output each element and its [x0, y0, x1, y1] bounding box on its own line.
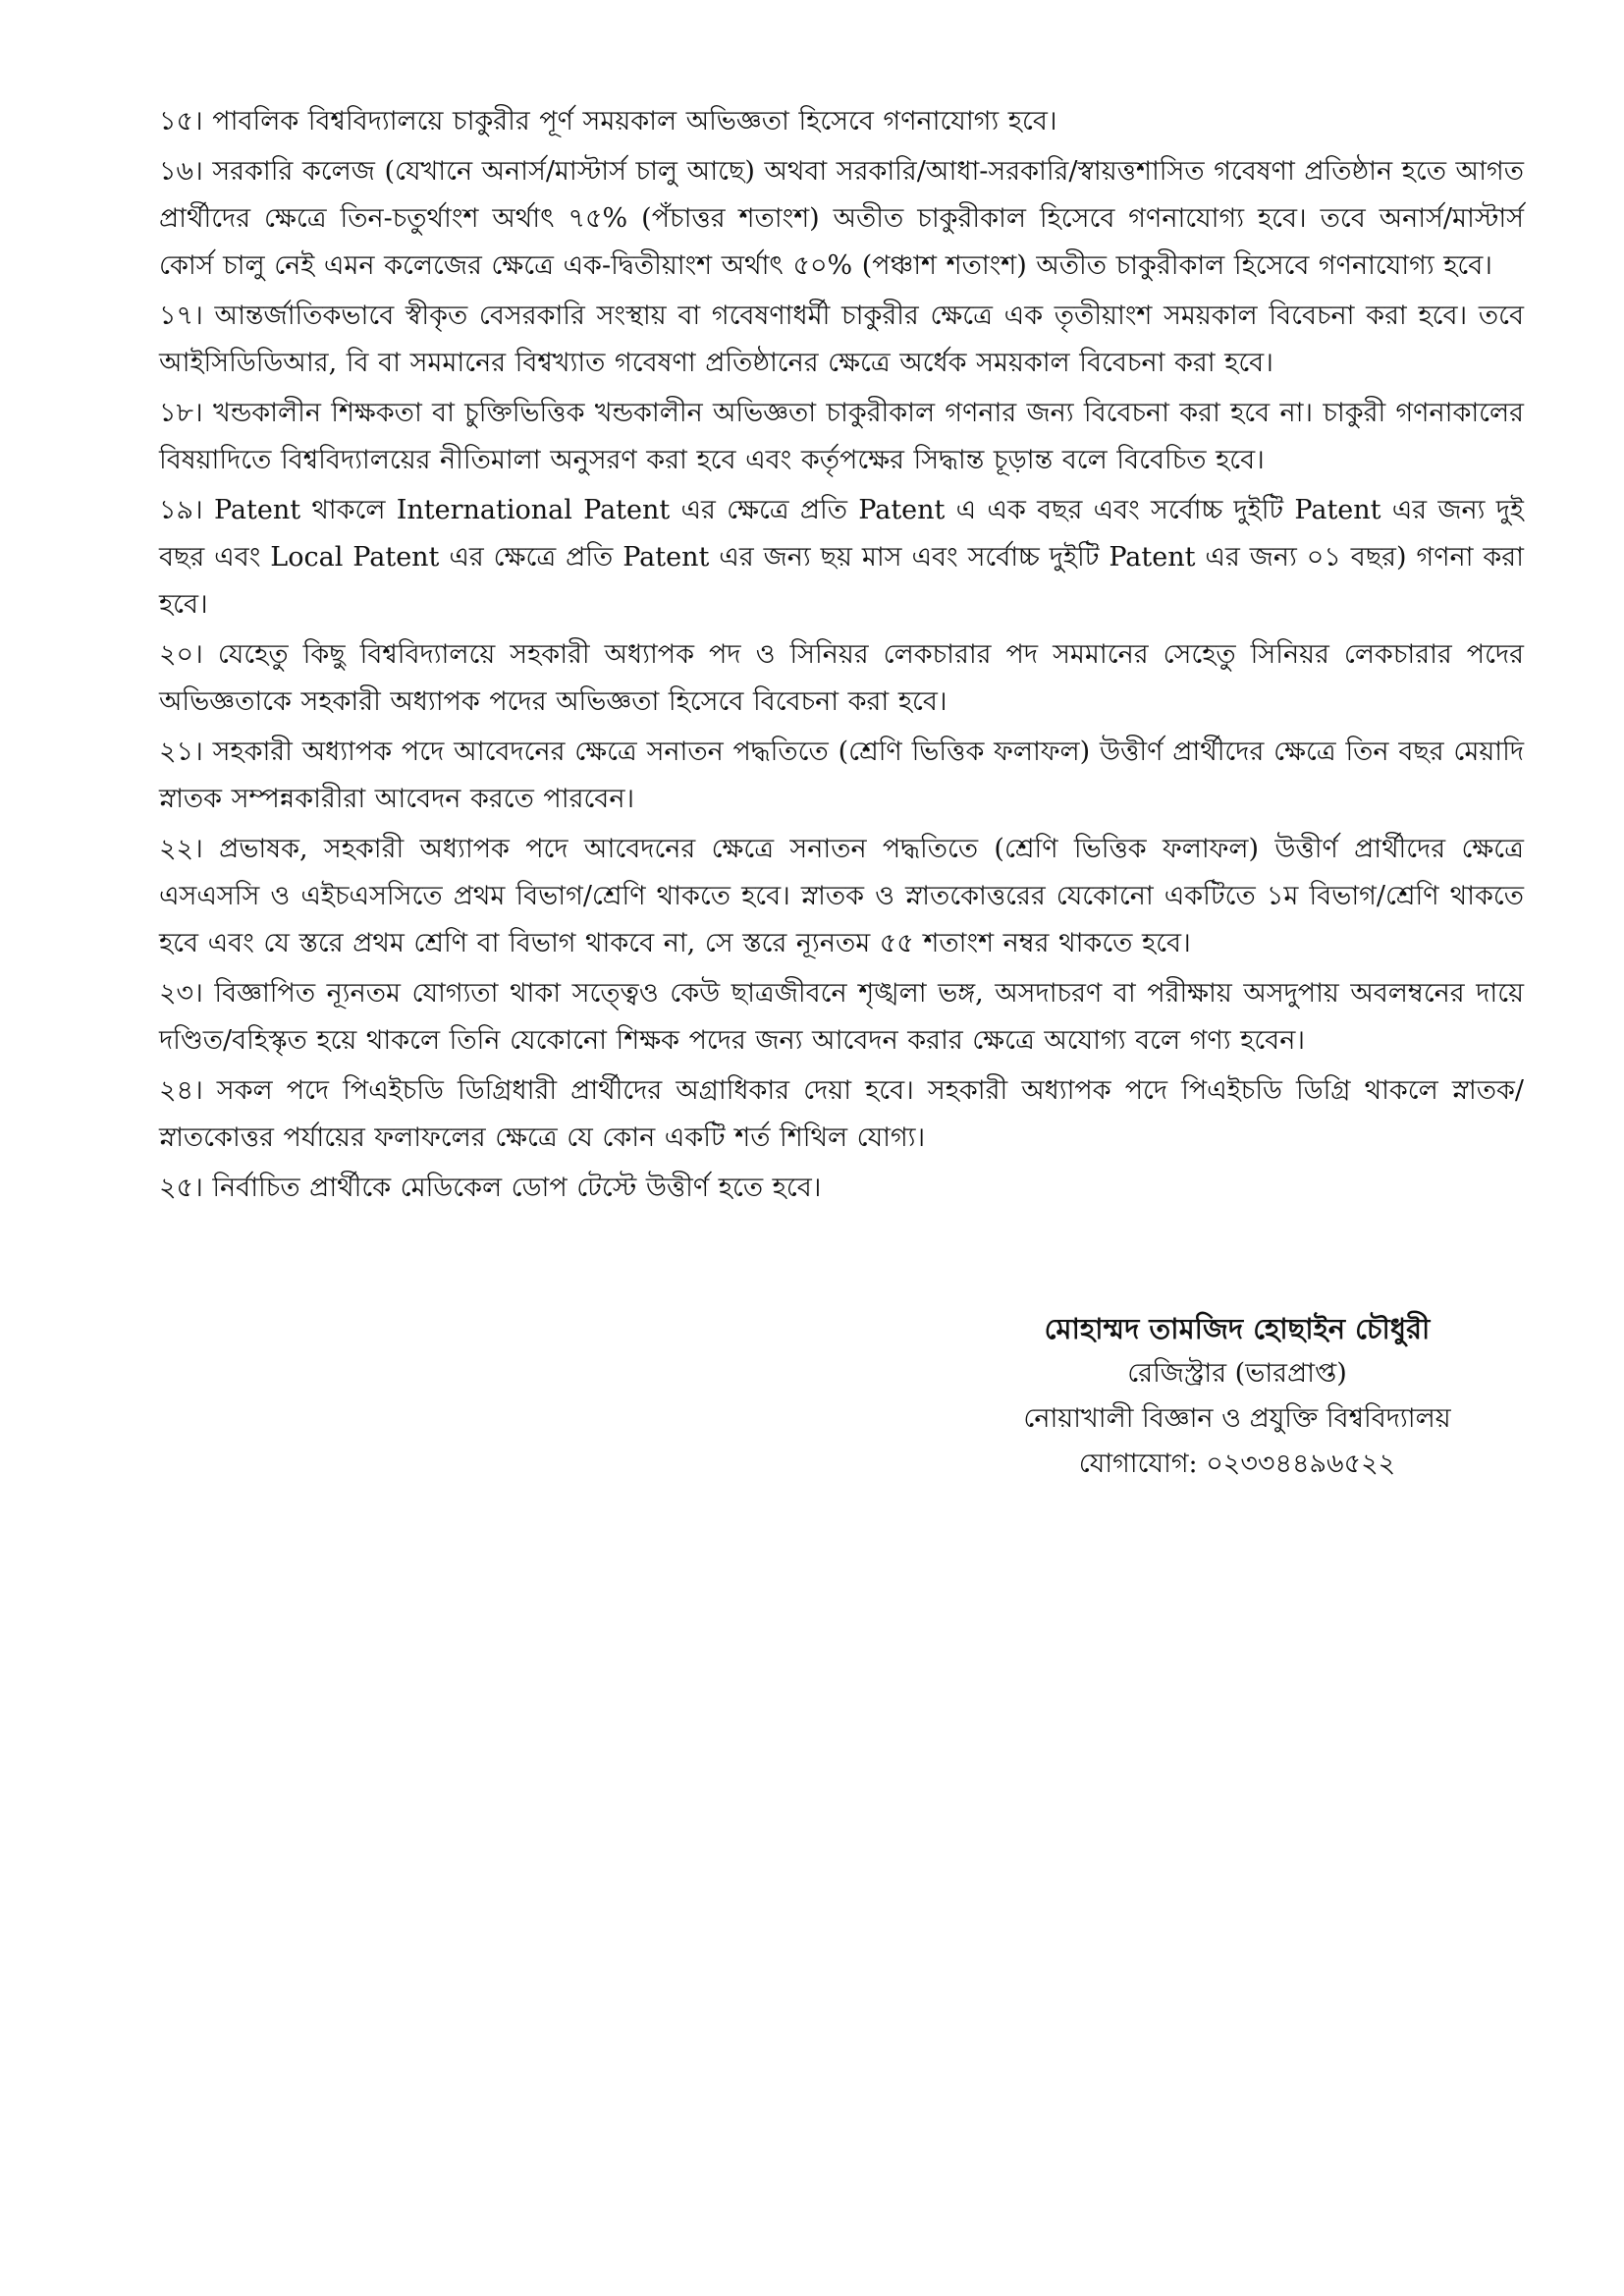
clause-text: পাবলিক বিশ্ববিদ্যালয়ে চাকুরীর পূর্ণ সময়কাল অভিজ্ঞতা হিসেবে গণনাযোগ্য হবে।	[212, 106, 1057, 137]
clause-number: ২৪।	[159, 1075, 203, 1106]
clause-text: যেহেতু কিছু বিশ্ববিদ্যালয়ে সহকারী অধ্যাপক পদ ও সিনিয়র লেকচারার পদ সমমানের সেহেতু সিনিয়র লেকচারার পদের অভিজ্ঞতাকে সহকারী অধ্যাপক পদের অভিজ্ঞতা হিসেবে বিবেচনা করা হবে।	[159, 639, 1524, 717]
clause-number: ২৫।	[159, 1173, 203, 1203]
signature-block	[972, 1306, 1502, 1487]
clause-22	[159, 826, 1524, 967]
clause-number: ১৫।	[159, 106, 203, 137]
clause-number: ২২।	[159, 834, 203, 864]
clause-17	[159, 293, 1524, 387]
clause-number: ১৮।	[159, 398, 203, 428]
clause-21	[159, 729, 1524, 823]
clause-text: সরকারি কলেজ (যেখানে অনার্স/মাস্টার্স চালু আছে) অথবা সরকারি/আধা-সরকারি/স্বায়ত্তশাসিত গবেষণা প্রতিষ্ঠান হতে আগত প্রার্থীদের ক্ষেত্রে তিন-চতুর্থাংশ অর্থাৎ ৭৫% (পঁচাত্তর শতাংশ) অতীত চাকুরীকাল হিসেবে গণনাযোগ্য হবে। তবে অনার্স/মাস্টার্স কোর্স চালু নেই এমন কলেজের ক্ষেত্রে এক-দ্বিতীয়াংশ অর্থাৎ ৫০% (পঞ্চাশ শতাংশ) অতীত চাকুরীকাল হিসেবে গণনাযোগ্য হবে।	[159, 156, 1524, 281]
clause-text: বিজ্ঞাপিত ন্যূনতম যোগ্যতা থাকা সত্ত্বেও কেউ ছাত্রজীবনে শৃঙ্খলা ভঙ্গ, অসদাচরণ বা পরীক্ষায় অসদুপায় অবলম্বনের দায়ে দণ্ডিত/বহিস্কৃত হয়ে থাকলে তিনি যেকোনো শিক্ষক পদের জন্য আবেদন করার ক্ষেত্রে অযোগ্য বলে গণ্য হবেন।	[159, 978, 1524, 1056]
clause-text: আন্তর্জাতিকভাবে স্বীকৃত বেসরকারি সংস্থায় বা গবেষণাধর্মী চাকুরীর ক্ষেত্রে এক তৃতীয়াংশ সময়কাল বিবেচনা করা হবে। তবে আইসিডিডিআর, বি বা সমমানের বিশ্বখ্যাত গবেষণা প্রতিষ্ঠানের ক্ষেত্রে অর্ধেক সময়কাল বিবেচনা করা হবে।	[159, 301, 1524, 378]
clause-25	[159, 1165, 1524, 1212]
clause-number: ১৯।	[159, 495, 203, 525]
clause-19	[159, 487, 1524, 629]
clause-list	[159, 98, 1524, 1215]
clause-24	[159, 1067, 1524, 1162]
signatory-designation: রেজিস্ট্রার (ভারপ্রাপ্ত)	[1127, 1358, 1347, 1389]
contact-number: যোগাযোগ: ০২৩৩৪৪৯৬৫২২	[1078, 1449, 1396, 1479]
clause-23	[159, 970, 1524, 1065]
clause-15	[159, 98, 1524, 145]
clause-number: ২১।	[159, 737, 203, 767]
clause-16	[159, 148, 1524, 290]
clause-number: ২০।	[159, 639, 203, 670]
clause-text: সকল পদে পিএইচডি ডিগ্রিধারী প্রার্থীদের অগ্রাধিকার দেয়া হবে। সহকারী অধ্যাপক পদে পিএইচডি ডিগ্রি থাকলে স্নাতক/ স্নাতকোত্তর পর্যায়ের ফলাফলের ক্ষেত্রে যে কোন একটি শর্ত শিথিল যোগ্য।	[159, 1075, 1524, 1153]
clause-text: খন্ডকালীন শিক্ষকতা বা চুক্তিভিত্তিক খন্ডকালীন অভিজ্ঞতা চাকুরীকাল গণনার জন্য বিবেচনা করা হবে না। চাকুরী গণনাকালের বিষয়াদিতে বিশ্ববিদ্যালয়ের নীতিমালা অনুসরণ করা হবে এবং কর্তৃপক্ষের সিদ্ধান্ত চূড়ান্ত বলে বিবেচিত হবে।	[159, 398, 1524, 475]
clause-18	[159, 390, 1524, 484]
signatory-name: মোহাম্মদ তামজিদ হোছাইন চৌধুরী	[1044, 1312, 1431, 1345]
clause-text: প্রভাষক, সহকারী অধ্যাপক পদে আবেদনের ক্ষেত্রে সনাতন পদ্ধতিতে (শ্রেণি ভিত্তিক ফলাফল) উত্তীর্ণ প্রার্থীদের ক্ষেত্রে এসএসসি ও এইচএসসিতে প্রথম বিভাগ/শ্রেণি থাকতে হবে। স্নাতক ও স্নাতকোত্তরের যেকোনো একটিতে ১ম বিভাগ/শ্রেণি থাকতে হবে এবং যে স্তরে প্রথম শ্রেণি বা বিভাগ থাকবে না, সে স্তরে ন্যূনতম ৫৫ শতাংশ নম্বর থাকতে হবে।	[159, 834, 1524, 958]
clause-text: Patent থাকলে International Patent এর ক্ষেত্রে প্রতি Patent এ এক বছর এবং সর্বোচ্চ দুইটি Patent এর জন্য দুই বছর এবং Local Patent এর ক্ষেত্রে প্রতি Patent এর জন্য ছয় মাস এবং সর্বোচ্চ দুইটি Patent এর জন্য ০১ বছর) গণনা করা হবে।	[159, 495, 1524, 620]
clause-number: ২৩।	[159, 978, 203, 1009]
clause-20	[159, 631, 1524, 726]
clause-text: সহকারী অধ্যাপক পদে আবেদনের ক্ষেত্রে সনাতন পদ্ধতিতে (শ্রেণি ভিত্তিক ফলাফল) উত্তীর্ণ প্রার্থীদের ক্ষেত্রে তিন বছর মেয়াদি স্নাতক সম্পন্নকারীরা আবেদন করতে পারবেন।	[159, 737, 1525, 814]
clause-text: নির্বাচিত প্রার্থীকে মেডিকেল ডোপ টেস্টে উত্তীর্ণ হতে হবে।	[212, 1173, 822, 1203]
institution-name: নোয়াখালী বিজ্ঞান ও প্রযুক্তি বিশ্ববিদ্যালয়	[1023, 1403, 1451, 1434]
clause-number: ১৭।	[159, 301, 203, 331]
clause-number: ১৬।	[159, 156, 203, 187]
